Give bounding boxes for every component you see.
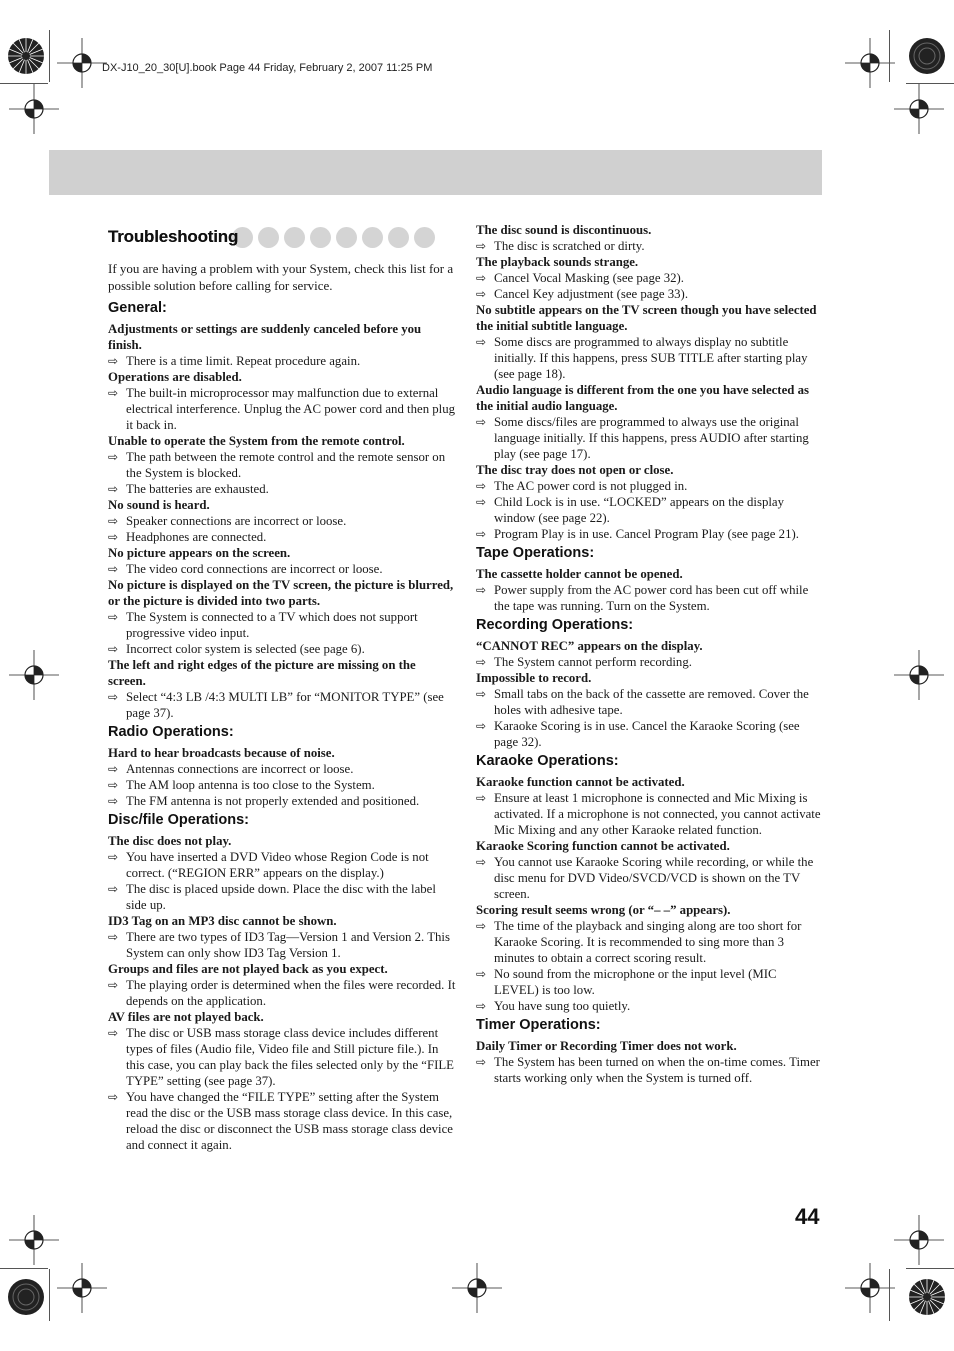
solution: ⇨ Headphones are connected. xyxy=(108,529,456,545)
starburst-mark-icon xyxy=(907,1277,947,1317)
solution: ⇨ Ensure at least 1 microphone is connected and Mic Mixing is activated. If a microphone is not connected, you cannot activate Mic Mixing and any other Karaoke related function. xyxy=(476,790,824,838)
decor-dot xyxy=(388,227,409,248)
solution: ⇨ Small tabs on the back of the cassette are removed. Cover the holes with adhesive tape. xyxy=(476,686,824,718)
problem: The playback sounds strange. xyxy=(476,255,639,269)
file-info-header: DX-J10_20_30[U].book Page 44 Friday, February 2, 2007 11:25 PM xyxy=(102,62,433,74)
solution: ⇨ The time of the playback and singing along are too short for Karaoke Scoring. It is recommended to sing more than 3 minutes to obtain a correct scoring result. xyxy=(476,918,824,966)
section-heading: Recording Operations: xyxy=(476,617,634,633)
solution: ⇨ The batteries are exhausted. xyxy=(108,481,456,497)
solution: ⇨ There is a time limit. Repeat procedure again. xyxy=(108,353,456,369)
problem: The disc sound is discontinuous. xyxy=(476,223,652,237)
solution: ⇨ Select “4:3 LB /4:3 MULTI LB” for “MONITOR TYPE” (see page 37). xyxy=(108,689,456,721)
solution: ⇨ The disc or USB mass storage class device includes different types of files (Audio file, Video file and Still picture file.). In this case, you can play back the files selected only by the “FILE TYPE” setting (see page 37). xyxy=(108,1025,456,1089)
crop-line xyxy=(889,30,890,82)
registration-mark-icon xyxy=(894,650,944,700)
problem: The cassette holder cannot be opened. xyxy=(476,567,683,581)
solution: ⇨ You have changed the “FILE TYPE” setting after the System read the disc or the USB mass storage class device. In this case, reload the disc or disconnect the USB mass storage class device and connect it again. xyxy=(108,1089,456,1153)
crop-line xyxy=(0,1268,48,1269)
solution: ⇨ The video cord connections are incorrect or loose. xyxy=(108,561,456,577)
problem: ID3 Tag on an MP3 disc cannot be shown. xyxy=(108,914,337,928)
solution: ⇨ Some discs/files are programmed to always use the original language initially. If this happens, press AUDIO after starting play (see page 17). xyxy=(476,414,824,462)
problem: No picture is displayed on the TV screen, the picture is blurred, or the picture is divided into two parts. xyxy=(108,578,454,608)
starburst-mark-icon xyxy=(6,36,46,76)
crop-line xyxy=(906,1268,954,1269)
problem: No sound is heard. xyxy=(108,498,210,512)
solution: ⇨ Program Play is in use. Cancel Program Play (see page 21). xyxy=(476,526,824,542)
crop-line xyxy=(49,30,50,82)
solution: ⇨ Cancel Key adjustment (see page 33). xyxy=(476,286,824,302)
solution: ⇨ The built-in microprocessor may malfunction due to external electrical interference. Unplug the AC power cord and then plug it back in. xyxy=(108,385,456,433)
solution: ⇨ Antennas connections are incorrect or loose. xyxy=(108,761,456,777)
registration-mark-icon xyxy=(894,84,944,134)
solution: ⇨ Incorrect color system is selected (see page 6). xyxy=(108,641,456,657)
intro-text: If you are having a problem with your System, check this list for a possible solution before calling for service. xyxy=(108,261,454,293)
crop-line xyxy=(49,1269,50,1321)
problem: Groups and files are not played back as you expect. xyxy=(108,962,388,976)
crop-line xyxy=(0,83,48,84)
solution: ⇨ The playing order is determined when the files were recorded. It depends on the application. xyxy=(108,977,456,1009)
section-heading: Disc/file Operations: xyxy=(108,812,250,828)
solution: ⇨ The disc is placed upside down. Place the disc with the label side up. xyxy=(108,881,456,913)
registration-mark-icon xyxy=(452,1263,502,1313)
decor-dot xyxy=(258,227,279,248)
registration-mark-icon xyxy=(845,38,895,88)
problem: Daily Timer or Recording Timer does not work. xyxy=(476,1039,737,1053)
registration-mark-icon xyxy=(9,650,59,700)
solution: ⇨ Power supply from the AC power cord has been cut off while the tape was running. Turn on the System. xyxy=(476,582,824,614)
problem: Impossible to record. xyxy=(476,671,592,685)
solution: ⇨ The AC power cord is not plugged in. xyxy=(476,478,824,494)
solution: ⇨ The AM loop antenna is too close to the System. xyxy=(108,777,456,793)
solution: ⇨ The disc is scratched or dirty. xyxy=(476,238,824,254)
title-decoration xyxy=(232,227,435,248)
solution: ⇨ You cannot use Karaoke Scoring while recording, or while the disc menu for DVD Video/SVCD/VCD is shown on the TV screen. xyxy=(476,854,824,902)
problem: AV files are not played back. xyxy=(108,1010,264,1024)
decor-dot xyxy=(414,227,435,248)
problem: Unable to operate the System from the remote control. xyxy=(108,434,405,448)
problem: No picture appears on the screen. xyxy=(108,546,291,560)
page-number: 44 xyxy=(795,1204,820,1229)
solution: ⇨ Karaoke Scoring is in use. Cancel the Karaoke Scoring (see page 32). xyxy=(476,718,824,750)
decor-dot xyxy=(336,227,357,248)
right-column xyxy=(476,222,824,1086)
problem: Hard to hear broadcasts because of noise. xyxy=(108,746,335,760)
title-row xyxy=(108,222,456,252)
registration-mark-icon xyxy=(9,1215,59,1265)
decor-dot xyxy=(284,227,305,248)
section-heading: Tape Operations: xyxy=(476,545,595,561)
section-heading: General: xyxy=(108,300,167,316)
starburst-mark-icon xyxy=(907,36,947,76)
crop-line xyxy=(889,1269,890,1321)
decor-dot xyxy=(310,227,331,248)
problem: Operations are disabled. xyxy=(108,370,242,384)
problem: Karaoke Scoring function cannot be activated. xyxy=(476,839,730,853)
solution: ⇨ The System cannot perform recording. xyxy=(476,654,824,670)
solution: ⇨ The System is connected to a TV which does not support progressive video input. xyxy=(108,609,456,641)
solution: ⇨ Some discs are programmed to always display no subtitle initially. If this happens, press SUB TITLE after starting play (see page 18). xyxy=(476,334,824,382)
section-heading: Timer Operations: xyxy=(476,1017,601,1033)
problem: The left and right edges of the picture are missing on the screen. xyxy=(108,658,416,688)
header-band xyxy=(49,150,822,195)
problem: No subtitle appears on the TV screen though you have selected the initial subtitle language. xyxy=(476,303,817,333)
solution: ⇨ The FM antenna is not properly extended and positioned. xyxy=(108,793,456,809)
crop-line xyxy=(906,83,954,84)
problem: Audio language is different from the one you have selected as the initial audio language. xyxy=(476,383,809,413)
solution: ⇨ There are two types of ID3 Tag—Version 1 and Version 2. This System can only show ID3 Tag Version 1. xyxy=(108,929,456,961)
problem: “CANNOT REC” appears on the display. xyxy=(476,639,703,653)
registration-mark-icon xyxy=(894,1215,944,1265)
solution: ⇨ You have inserted a DVD Video whose Region Code is not correct. (“REGION ERR” appears on the display.) xyxy=(108,849,456,881)
section-heading: Karaoke Operations: xyxy=(476,753,619,769)
problem: The disc does not play. xyxy=(108,834,232,848)
solution: ⇨ You have sung too quietly. xyxy=(476,998,824,1014)
section-heading: Radio Operations: xyxy=(108,724,234,740)
solution: ⇨ The path between the remote control and the remote sensor on the System is blocked. xyxy=(108,449,456,481)
page-title: Troubleshooting xyxy=(108,227,239,246)
solution: ⇨ No sound from the microphone or the input level (MIC LEVEL) is too low. xyxy=(476,966,824,998)
registration-mark-icon xyxy=(57,38,107,88)
left-column xyxy=(108,222,456,1153)
starburst-mark-icon xyxy=(6,1277,46,1317)
problem: The disc tray does not open or close. xyxy=(476,463,674,477)
decor-dot xyxy=(362,227,383,248)
registration-mark-icon xyxy=(845,1263,895,1313)
registration-mark-icon xyxy=(57,1263,107,1313)
solution: ⇨ The System has been turned on when the on-time comes. Timer starts working only when the System is turned off. xyxy=(476,1054,824,1086)
solution: ⇨ Child Lock is in use. “LOCKED” appears on the display window (see page 22). xyxy=(476,494,824,526)
problem: Karaoke function cannot be activated. xyxy=(476,775,685,789)
solution: ⇨ Cancel Vocal Masking (see page 32). xyxy=(476,270,824,286)
registration-mark-icon xyxy=(9,84,59,134)
problem: Scoring result seems wrong (or “– –” appears). xyxy=(476,903,731,917)
problem: Adjustments or settings are suddenly canceled before you finish. xyxy=(108,322,422,352)
solution: ⇨ Speaker connections are incorrect or loose. xyxy=(108,513,456,529)
